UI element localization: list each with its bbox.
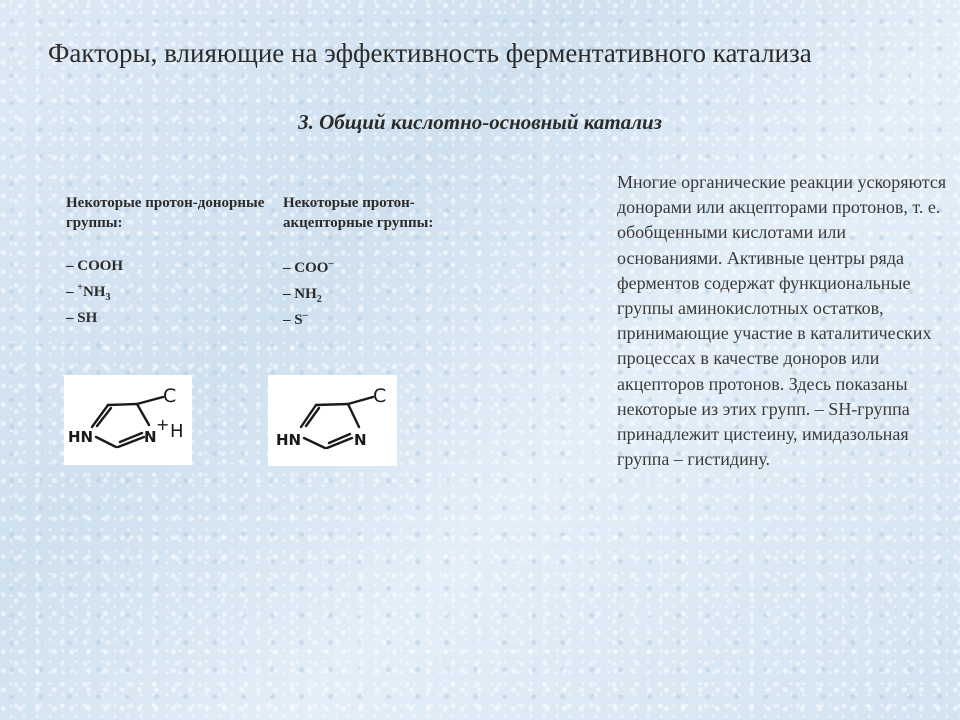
slide-title: Факторы, влияющие на эффективность ферментативного катализа xyxy=(48,38,812,68)
description-text: Многие органические реакции ускоряются донорами или акцепторами протонов, т. е. обобщенными кислотами или основаниями. Активные центры ряда ферментов содержат функциональные группы аминокислотных остатков, принимающие участие в каталитических процессах в качестве доноров или акцепторов протонов. Здесь показаны некоторые из этих групп. – SH-группа принадлежит цистеину, имидазольная группа – гистидину. xyxy=(617,172,947,470)
struct-label-c: C xyxy=(163,385,177,407)
acceptor-groups-heading: Некоторые протон-акцепторные группы: xyxy=(283,195,434,231)
imidazole-diagram xyxy=(268,375,397,466)
struct-label-n: N xyxy=(354,431,367,449)
struct-label-charge: + xyxy=(156,415,170,434)
acceptor-group-coo: – COO– xyxy=(283,258,334,276)
imidazole-structure xyxy=(268,375,397,466)
acceptor-groups-column xyxy=(283,193,483,333)
donor-group-cooh: – COOH xyxy=(66,258,124,274)
struct-label-h: H xyxy=(170,421,184,442)
imidazolium-diagram xyxy=(64,375,192,465)
struct-label-hn: HN xyxy=(276,431,302,449)
acceptor-group-nh2: – $NH_2$ xyxy=(283,286,322,305)
donor-groups-column xyxy=(66,193,266,331)
section-subtitle: 3. Общий кислотно-основный катализ xyxy=(298,110,662,134)
acceptor-group-s: – S– xyxy=(283,310,308,328)
acceptor-groups-list xyxy=(283,255,483,333)
donor-group-sh: – SH xyxy=(66,310,98,326)
imidazolium-structure xyxy=(64,375,192,465)
donor-group-nh3: – $^+NH_3$ xyxy=(66,282,111,303)
struct-label-c: C xyxy=(373,385,387,407)
struct-label-n: N xyxy=(144,428,157,446)
donor-groups-list xyxy=(66,253,266,331)
struct-label-hn: HN xyxy=(68,428,94,446)
donor-groups-heading: Некоторые протон-донорные группы: xyxy=(66,195,265,231)
